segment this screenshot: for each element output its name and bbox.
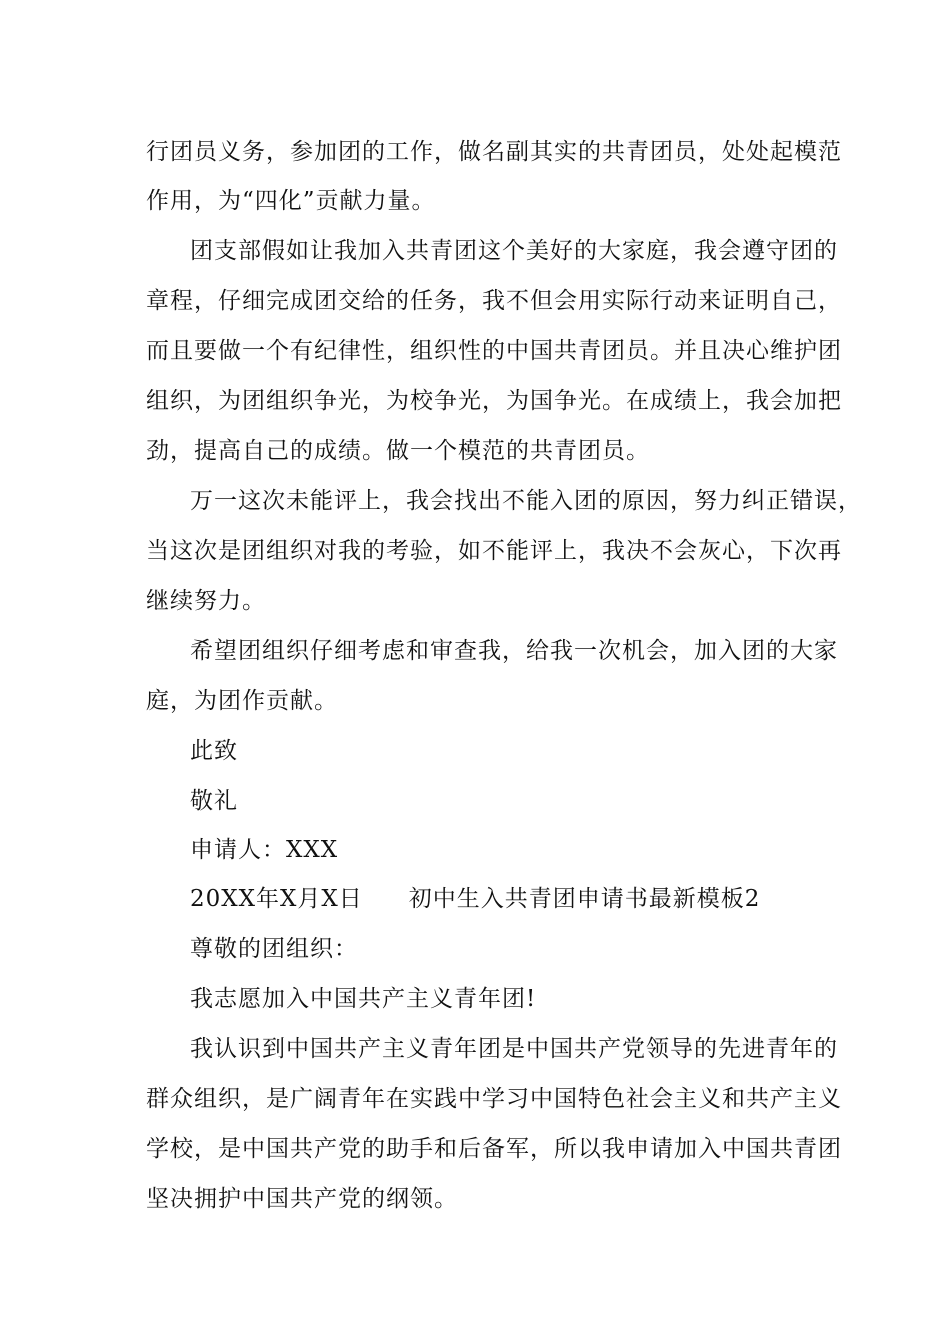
paragraph-line: 作用，为“四化”贡献力量。 — [146, 188, 436, 214]
paragraph-line: 我认识到中国共产主义青年团是中国共产党领导的先进青年的 — [190, 1036, 838, 1062]
paragraph-line: 我志愿加入中国共产主义青年团! — [190, 986, 537, 1012]
paragraph-line: 学校，是中国共产党的助手和后备军，所以我申请加入中国共青团 — [146, 1136, 842, 1162]
closing-regards: 敬礼 — [190, 788, 238, 814]
paragraph-line: 当这次是团组织对我的考验，如不能评上，我决不会灰心，下次再 — [146, 538, 842, 564]
next-template-title: 初中生入共青团申请书最新模板2 — [408, 886, 761, 912]
date-text: 20XX年X月X日 — [190, 886, 363, 912]
paragraph-line: 劲，提高自己的成绩。做一个模范的共青团员。 — [146, 438, 650, 464]
paragraph-line: 万一这次未能评上，我会找出不能入团的原因，努力纠正错误， — [190, 488, 862, 514]
paragraph-line: 群众组织，是广阔青年在实践中学习中国特色社会主义和共产主义 — [146, 1086, 842, 1112]
paragraph-line: 希望团组织仔细考虑和审查我，给我一次机会，加入团的大家 — [190, 638, 838, 664]
paragraph-line: 而且要做一个有纪律性，组织性的中国共青团员。并且决心维护团 — [146, 338, 842, 364]
paragraph-line: 章程，仔细完成团交给的任务，我不但会用实际行动来证明自己， — [146, 288, 842, 314]
applicant-signature: 申请人：XXX — [190, 837, 339, 863]
paragraph-line: 继续努力。 — [146, 588, 266, 614]
paragraph-line: 组织，为团组织争光，为校争光，为国争光。在成绩上，我会加把 — [146, 388, 842, 414]
paragraph-line: 坚决拥护中国共产党的纲领。 — [146, 1186, 458, 1212]
closing-salutation: 此致 — [190, 738, 238, 764]
date-and-title-line — [190, 884, 760, 914]
paragraph-line: 行团员义务，参加团的工作，做名副其实的共青团员，处处起模范 — [146, 139, 842, 165]
paragraph-line: 团支部假如让我加入共青团这个美好的大家庭，我会遵守团的 — [190, 238, 838, 264]
letter-greeting: 尊敬的团组织： — [190, 936, 358, 962]
paragraph-line: 庭，为团作贡献。 — [146, 688, 338, 714]
